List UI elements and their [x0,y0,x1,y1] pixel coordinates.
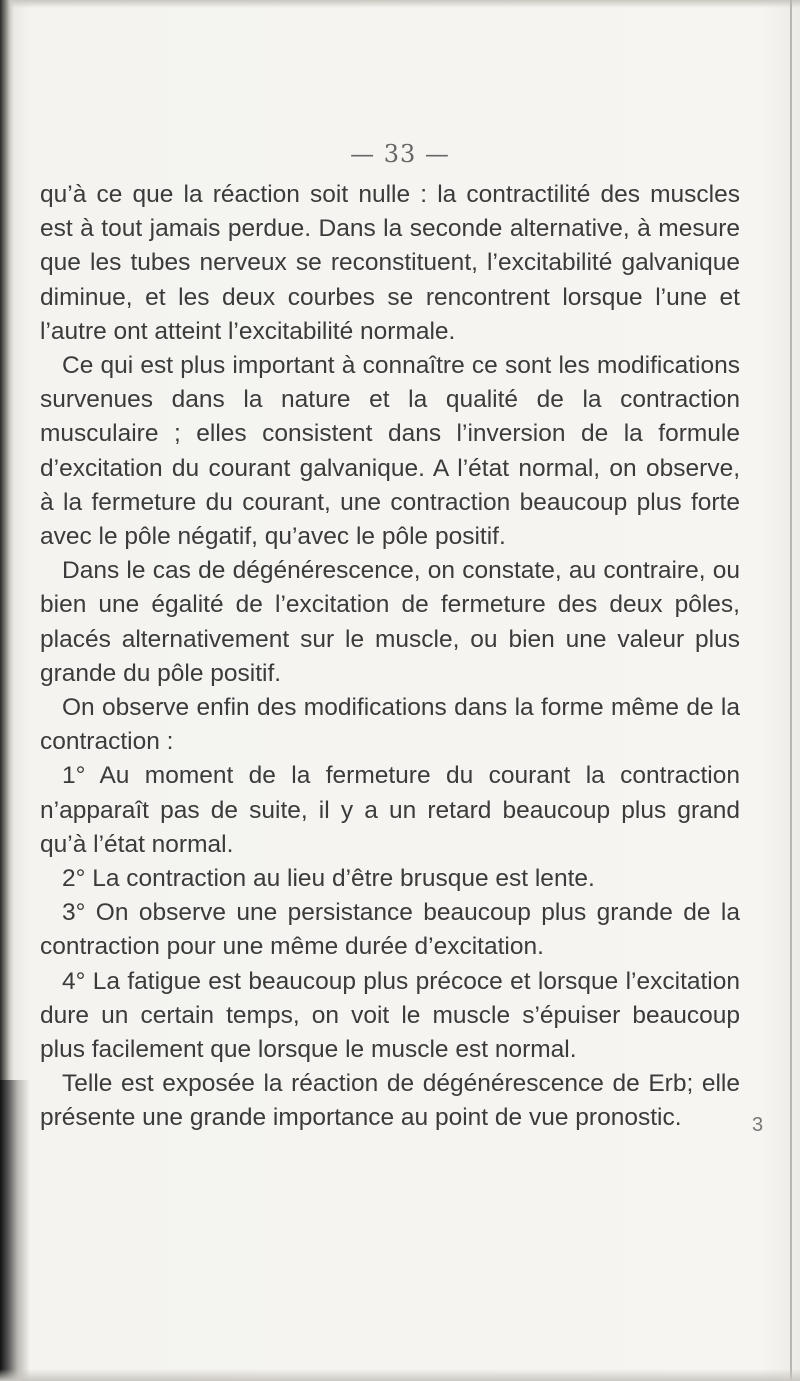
paragraph-form-intro: On observe enfin des modifications dans la forme même de la contraction : [40,694,740,756]
book-spine-shadow-lower [0,1080,30,1381]
list-item-4: 4° La fatigue est beaucoup plus précoce et lorsque l’excitation dure un certain temps, on voit le muscle s’épuiser beaucoup plus facilement que lorsque le muscle est normal. [40,967,740,1064]
body-text [40,178,740,1136]
list-item-1: 1° Au moment de la fermeture du courant la contraction n’apparaît pas de suite, il y a un retard beaucoup plus grand qu’à l’état normal. [40,762,740,858]
list-item-2: 2° La contraction au lieu d’être brusque est lente. [62,865,595,893]
page-right-edge [790,0,792,1381]
paragraph-modifications: Ce qui est plus important à connaître ce sont les modifications survenues dans la nature et la qualité de la contraction musculaire ; elles consistent dans l’inversion de la formule d’excitation du courant galvanique. A l’état normal, on observe, à la fermeture du courant, une contraction beaucoup plus forte avec le pôle négatif, qu’avec le pôle positif. [40,352,740,551]
list-item-3: 3° On observe une persistance beaucoup plus grande de la contraction pour une même durée d’excitation. [40,899,740,961]
page-number: — 33 — [350,140,450,168]
paragraph-degeneration: Dans le cas de dégénérescence, on constate, au contraire, ou bien une égalité de l’excitation de fermeture des deux pôles, placés alternativement sur le muscle, ou bien une valeur plus grande du pôle positif. [40,557,740,687]
page-bottom-edge [0,1369,800,1381]
signature-mark: 3 [752,1114,764,1136]
paragraph-conclusion: Telle est exposée la réaction de dégénérescence de Erb; elle présente une grande importance au point de vue pronostic. [40,1070,740,1132]
paragraph-continuation: qu’à ce que la réaction soit nulle : la contractilité des muscles est à tout jamais perdue. Dans la seconde alternative, à mesure que les tubes nerveux se reconstituent, l’excitabilité galvanique diminue, et les deux courbes se rencontrent lorsque l’une et l’autre ont atteint l’excitabilité normale. [40,181,740,345]
page-top-edge [0,0,800,8]
